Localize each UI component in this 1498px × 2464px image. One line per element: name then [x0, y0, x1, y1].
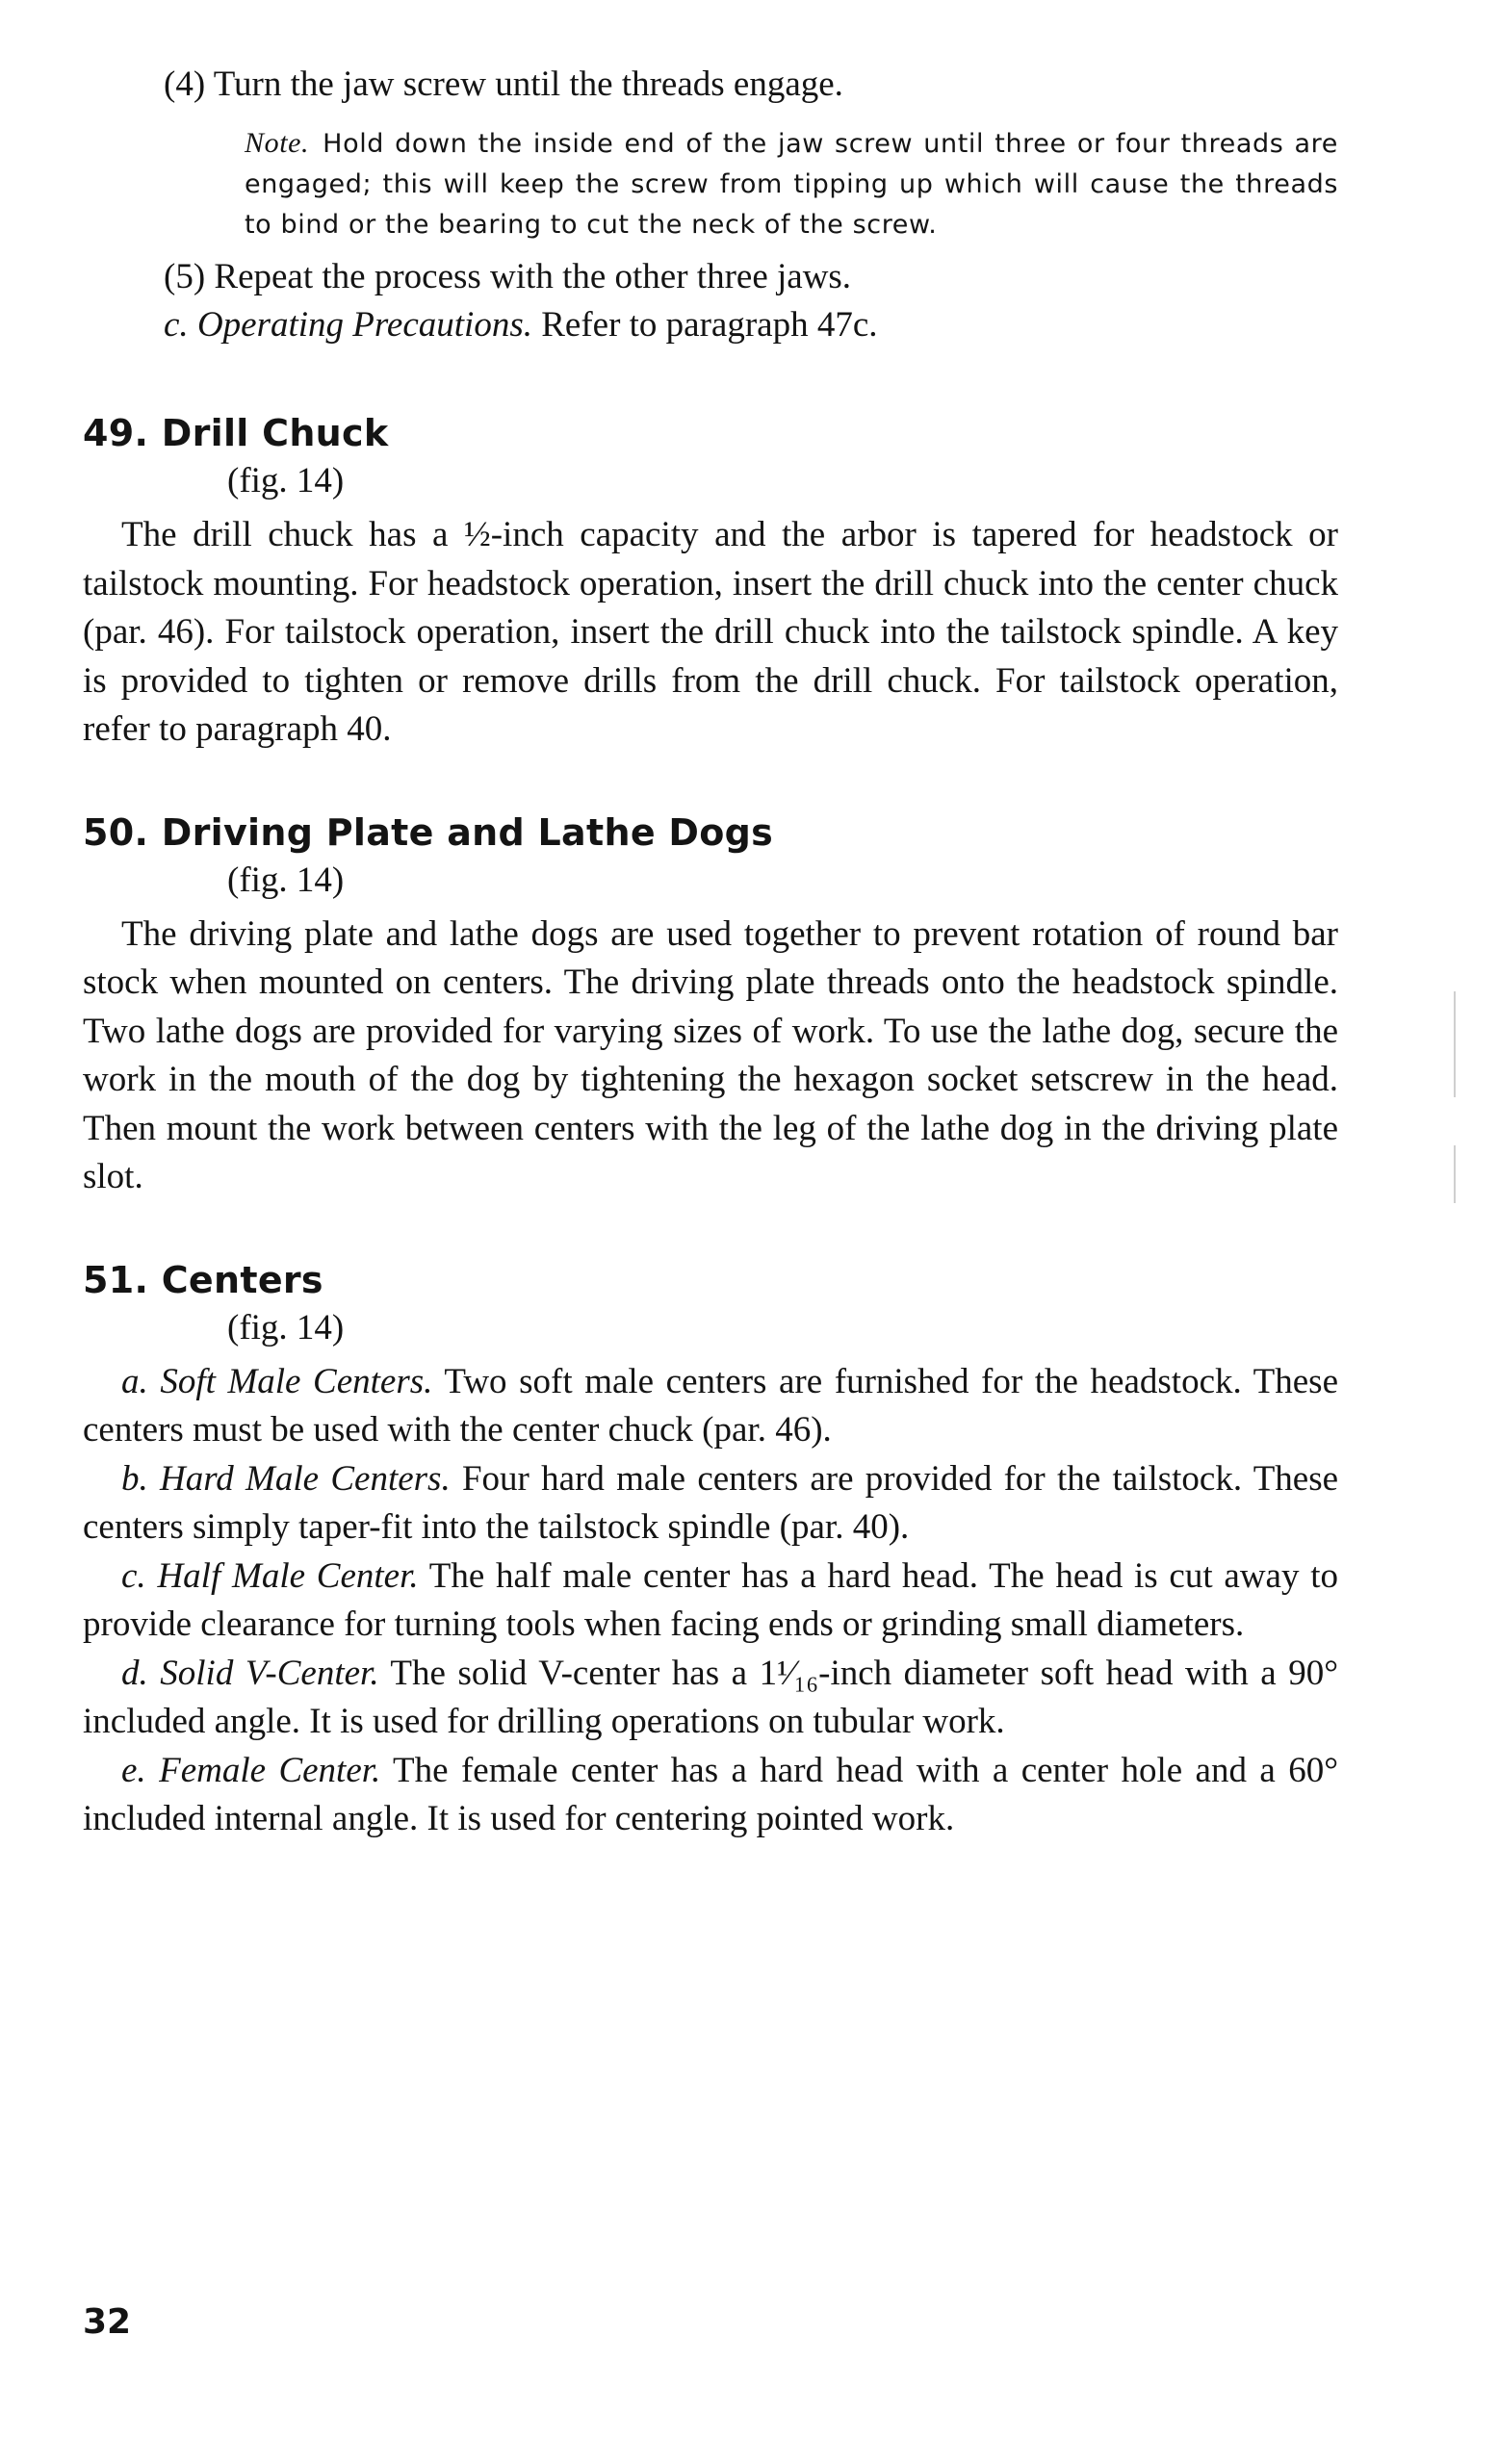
section-50-heading: 50. Driving Plate and Lathe Dogs [83, 810, 774, 854]
scan-edge-mark [1454, 991, 1456, 1097]
operating-precautions [83, 301, 1338, 349]
note-text: Hold down the inside end of the jaw screw until three or four threads are engaged; this will keep the screw from tipping up which will cause the threads to bind or the bearing to cut the neck of the screw. [245, 129, 1338, 240]
scan-edge-mark [1454, 1145, 1456, 1203]
item-text: The female center has a hard head with a center hole and a 60° included internal angle. It is used for centering pointed work. [83, 1750, 1338, 1838]
item-title: Hard Male Centers. [160, 1458, 451, 1499]
step-4: (4) Turn the jaw screw until the threads engage. [164, 64, 843, 104]
item-text: Two soft male centers are furnished for the headstock. These centers must be used with the center chuck (par. 46). [83, 1361, 1338, 1450]
item-title: Female Center. [159, 1750, 381, 1790]
centers-item-e [83, 1747, 1338, 1844]
item-prefix: d. [121, 1653, 148, 1693]
document-page [83, 60, 1338, 1844]
precautions-title: Operating Precautions. [196, 305, 532, 345]
centers-item-d [83, 1650, 1338, 1747]
centers-item-a [83, 1358, 1338, 1455]
note-block [83, 123, 1338, 245]
s49-fraction: ½ [463, 515, 491, 554]
item-title: Solid V-Center. [160, 1653, 379, 1693]
item-prefix: e. [121, 1750, 146, 1790]
section-51-fig-ref: (fig. 14) [227, 1307, 345, 1348]
item-text: The half male center has a hard head. The head is cut away to provide clearance for turning tools when facing ends or grinding small diameters. [83, 1555, 1339, 1644]
section-49-fig-ref: (fig. 14) [227, 461, 345, 500]
item-title: Half Male Center. [157, 1555, 419, 1596]
section-49-heading: 49. Drill Chuck [83, 412, 389, 454]
item-prefix: b. [121, 1458, 148, 1499]
section-50-paragraph: The driving plate and lathe dogs are used together to prevent rotation of round bar stock when mounted on centers. The driving plate threads onto the headstock spindle. Two lathe dogs are provided for varying sizes of work. To use the lathe dog, secure the work in the mouth of the dog by tightening the hexagon socket setscrew in the head. Then mount the work between centers with the leg of the lathe dog in the driving plate slot. [83, 913, 1338, 1196]
precautions-text: Refer to paragraph 47c. [541, 305, 878, 345]
item-title: Soft Male Centers. [160, 1361, 433, 1401]
item-prefix: c. [121, 1555, 146, 1596]
section-49-paragraph [83, 511, 1338, 755]
item-prefix: a. [121, 1361, 148, 1401]
step-5: (5) Repeat the process with the other three jaws. [164, 257, 852, 296]
item-text-after: -inch diameter soft head with a 90° included angle. It is used for drilling operations on tubular work. [83, 1653, 1339, 1741]
section-50-fig-ref: (fig. 14) [227, 860, 345, 900]
s49-text-before: The drill chuck has a [121, 515, 464, 554]
item-text-before: The solid V-center has a [390, 1653, 760, 1693]
precautions-prefix: c. [164, 305, 189, 345]
note-label: Note. [245, 127, 310, 159]
section-51-heading: 51. Centers [83, 1258, 323, 1301]
centers-item-b [83, 1455, 1338, 1553]
s49-text-after: -inch capacity and the arbor is tapered for headstock or tailstock mounting. For headstock operation, insert the drill chuck into the center chuck (par. 46). For tailstock operation, insert the drill chuck into the tailstock spindle. A key is provided to tighten or remove drills from the drill chuck. For tailstock operation, refer to paragraph 40. [83, 515, 1338, 749]
item-text: Four hard male centers are provided for the tailstock. These centers simply taper-fit into the tailstock spindle (par. 40). [83, 1458, 1339, 1547]
centers-item-c [83, 1553, 1338, 1650]
page-number: 32 [83, 2302, 132, 2342]
item-fraction: 1¹⁄₁₆ [759, 1653, 819, 1693]
